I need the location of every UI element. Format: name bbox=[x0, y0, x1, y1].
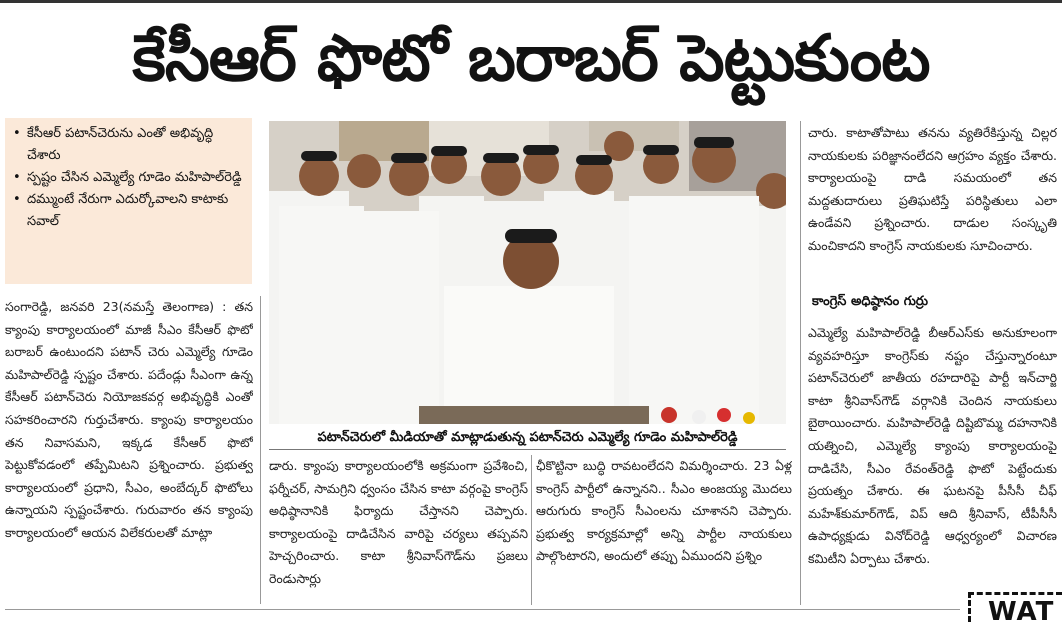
article-column-4-bottom bbox=[808, 322, 1057, 605]
column-divider bbox=[531, 455, 532, 605]
highlight-item bbox=[13, 167, 244, 189]
bullet-icon: • bbox=[13, 126, 21, 141]
highlights-box bbox=[5, 118, 252, 284]
photo-caption: పటాన్‌చెరులో మీడియాతో మాట్లాడుతున్న పటాన్‌చెరు ఎమ్మెల్యే గూడెం మహిపాల్‌రెడ్డి bbox=[269, 426, 786, 450]
highlight-text: దమ్ముంటే నేరుగా ఎదుర్కోవాలని కాటాకు సవాల్ bbox=[27, 192, 229, 229]
column-divider bbox=[800, 121, 801, 605]
article-text: చారు. కాటాతోపాటు తనను వ్యతిరేకిస్తున్న చిల్లర నాయకులకు పరిజ్ఞానంలేదని ఆగ్రహం వ్యక్తం చేశారు. కార్యాలయంపై దాడి సమయంలో తన మద్దతుదారులు ప్రతిఘటిస్తే పరిస్థితులు ఎలా ఉండేవని ప్రశ్నించారు. దాడుల సంస్కృతి మంచికాదని కాంగ్రెస్ నాయకులకు సూచించారు. bbox=[808, 125, 1057, 253]
column-divider bbox=[260, 296, 261, 604]
news-photo bbox=[269, 121, 786, 424]
article-text: ఎమ్మెల్యే మహిపాల్‌రెడ్డి బీఆర్‌ఎస్‌కు అనుకూలంగా వ్యవహరిస్తూ కాంగ్రెస్‌కు నష్టం చేస్తున్నారంటూ పటాన్‌చెరులో జాతీయ రహదారిపై పార్టీ ఇన్‌చార్జి కాటా శ్రీనివాస్‌గౌడ్ వర్గానికి చెందిన నాయకులు బైఠాయించారు. మహిపాల్‌రెడ్డి దిష్టిబొమ్మ దహనానికి యత్నించి, ఎమ్మెల్యే క్యాంపు కార్యాలయంపై దాడిచేసి, సీఎం రేవంత్‌రెడ్డి ఫొటో పెట్టేందుకు ప్రయత్నం చేశారు. ఈ ఘటనపై పీసీసీ చీఫ్ మహేశ్‌కుమార్‌గౌడ్, విప్ ఆది శ్రీనివాస్, టీపీసీసీ ఉపాధ్యక్షుడు వినోద్‌రెడ్డి ఆధ్వర్యంలో విచారణ కమిటీని ఏర్పాటు చేశారు. bbox=[808, 325, 1057, 566]
article-column-1 bbox=[5, 296, 253, 601]
bottom-rule bbox=[5, 609, 960, 610]
bullet-icon: • bbox=[13, 170, 21, 185]
article-text: సంగారెడ్డి, జనవరి 23(నమస్తే తెలంగాణ) : తన క్యాంపు కార్యాలయంలో మాజీ సీఎం కేసీఆర్ ఫొటో బరాబర్ ఉంటుందని పటాన్ చెరు ఎమ్మెల్యే గూడెం మహిపాల్‌రెడ్డి స్పష్టం చేశారు. పదేండ్లు సీఎంగా ఉన్న కేసీఆర్ పటాన్‌చెరు నియోజకవర్గ అభివృద్ధికి ఎంతో సహకరించారని గుర్తుచేశారు. క్యాంపు కార్యాలయం తన నివాసమని, ఇక్కడ కేసీఆర్ ఫొటో పెట్టుకోవడంలో తప్పేమిటని ప్రశ్నించారు. ప్రభుత్వ కార్యాలయంలో ప్రధాని, సీఎం, అంబేద్కర్ ఫొటోలు ఉన్నాయని స్పష్టంచేశారు. గురువారం తన క్యాంపు కార్యాలయంలో ఆయన విలేకరులతో మాట్లా bbox=[5, 299, 253, 540]
highlight-item bbox=[13, 189, 244, 233]
highlight-text: స్పష్టం చేసిన ఎమ్మెల్యే గూడెం మహిపాల్‌రెడ్డి bbox=[27, 170, 242, 185]
headline: కేసీఆర్ ఫొటో బరాబర్ పెట్టుకుంట bbox=[132, 22, 930, 96]
article-column-4-top bbox=[808, 122, 1057, 282]
top-rule bbox=[0, 0, 1062, 3]
article-column-3 bbox=[536, 455, 792, 605]
article-text: ఛీకొట్టినా బుద్ధి రావటంలేదని విమర్శించారు. 23 ఏళ్ల కాంగ్రెస్ పార్టీలో ఉన్నానని.. సీఎం అంజయ్య మొదలు ఆరుగురు కాంగ్రెస్ సీఎంలను చూశానని చెప్పారు. ప్రభుత్వ కార్యక్రమాల్లో అన్ని పార్టీల నాయకులు పాల్గొంటారని, అందులో తప్పు ఏముందని ప్రశ్నిం bbox=[536, 458, 792, 564]
article-text: డారు. క్యాంపు కార్యాలయంలోకి అక్రమంగా ప్రవేశించి, ఫర్నీచర్, సామగ్రిని ధ్వంసం చేసిన కాటా వర్గంపై కాంగ్రెస్ అధిష్ఠానానికి ఫిర్యాదు చేస్తానని చెప్పారు. కార్యాలయంపై దాడిచేసిన వారిపై చర్యలు తప్పవని హెచ్చరించారు. కాటా శ్రీనివాస్‌గౌడ్‌ను ప్రజలు రెండుసార్లు bbox=[269, 458, 528, 586]
highlight-text: కేసీఆర్ పటాన్‌చెరును ఎంతో అభివృద్ధి చేశారు bbox=[27, 126, 214, 163]
sub-heading: కాంగ్రెస్ అధిష్ఠానం గుర్రు bbox=[812, 294, 929, 309]
bullet-icon: • bbox=[13, 192, 21, 207]
next-article-tag: WAT bbox=[988, 597, 1055, 622]
article-column-2 bbox=[269, 455, 528, 605]
highlight-item bbox=[13, 123, 244, 167]
group-photo-image bbox=[269, 121, 786, 424]
